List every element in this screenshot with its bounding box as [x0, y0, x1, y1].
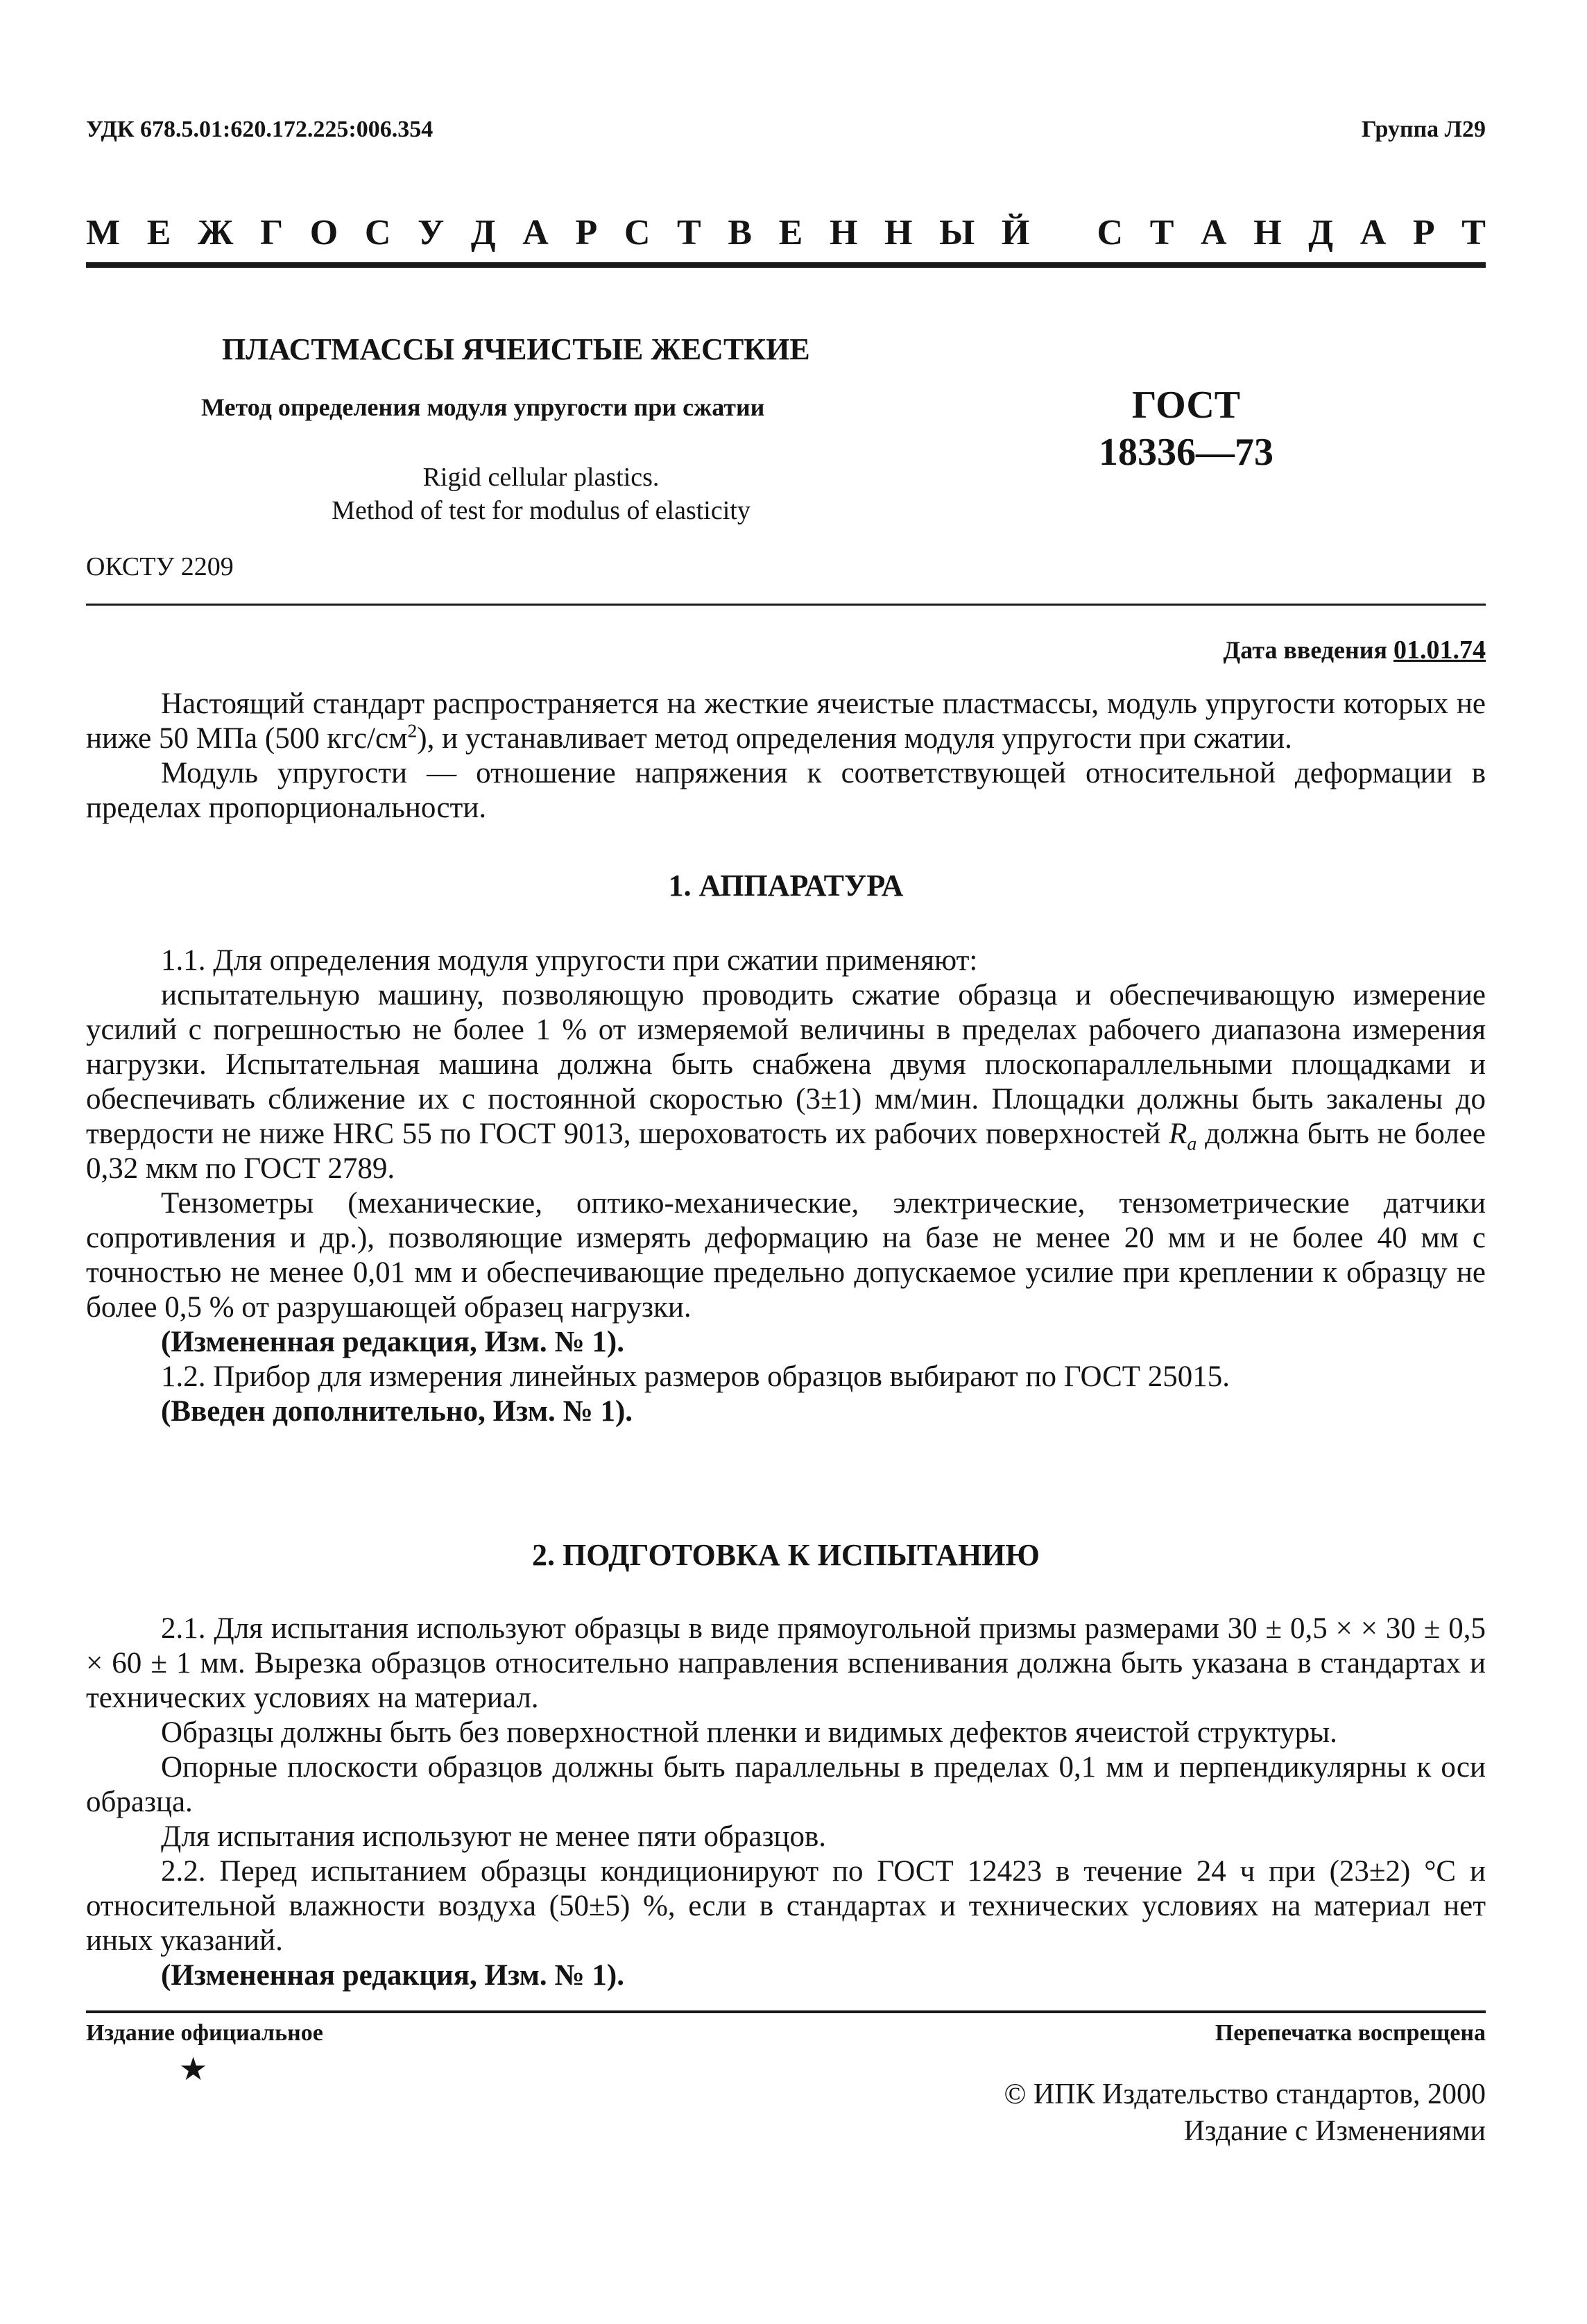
- english-title: [291, 461, 791, 527]
- reprint-prohibited: Перепечатка воспрещена: [1215, 2020, 1486, 2046]
- banner-letter: С: [364, 213, 391, 253]
- banner-letter: С: [624, 213, 651, 253]
- banner-rule: [86, 262, 1486, 268]
- intro-paragraph-1-text-a: Настоящий стандарт распространяется на жесткие ячеистые пластмассы, модуль упругости которых не ниже 50 МПа (500 кгс/см: [86, 687, 1486, 755]
- clause-1-1: 1.1. Для определения модуля упругости при сжатии применяют:: [161, 944, 978, 977]
- gost-designation: [1082, 382, 1290, 476]
- banner-letter: Н: [884, 213, 913, 253]
- superscript-2: 2: [407, 720, 418, 742]
- banner-letter: О: [309, 213, 338, 253]
- banner-letter: Т: [677, 213, 701, 253]
- banner-letter: Т: [1149, 213, 1174, 253]
- banner-letter: В: [728, 213, 753, 253]
- english-title-line-1: Rigid cellular plastics.: [422, 463, 660, 492]
- english-title-line-2: Method of test for modulus of elasticity: [332, 496, 750, 525]
- banner-letter: Р: [1412, 213, 1435, 253]
- gost-number: 18336—73: [1099, 431, 1273, 474]
- banner-letter: Н: [1253, 213, 1282, 253]
- clause-2-1-planes: Опорные плоскости образцов должны быть параллельны в пределах 0,1 мм и перпендикулярны к оси образца.: [86, 1751, 1486, 1818]
- amendment-note-3: (Измененная редакция, Изм. № 1).: [161, 1959, 624, 1992]
- udk-code: УДК 678.5.01:620.172.225:006.354: [86, 117, 434, 142]
- intro-paragraph-1-text-b: ), и устанавливает метод определения модуля упругости при сжатии.: [417, 722, 1292, 755]
- banner-letter: Ы: [939, 213, 975, 253]
- edition-note: Издание с Изменениями: [1183, 2115, 1486, 2147]
- banner-letter: Ж: [198, 213, 234, 253]
- okstu-code: ОКСТУ 2209: [86, 552, 234, 581]
- banner-letter: С: [1097, 213, 1124, 253]
- group-code: Группа Л29: [1362, 117, 1486, 142]
- official-edition: Издание официальное: [86, 2020, 323, 2046]
- introduction-date-value: 01.01.74: [1393, 635, 1486, 665]
- footer-rule: [86, 2010, 1486, 2013]
- banner-letter: А: [522, 213, 549, 253]
- banner-gap: [1056, 212, 1070, 253]
- banner-letter: Т: [1461, 213, 1486, 253]
- main-content: [86, 687, 1486, 1429]
- introduction-date: [1224, 635, 1486, 665]
- title-rule: [86, 604, 1486, 606]
- intro-paragraph-1: [86, 687, 1486, 756]
- clause-1-1-testing-machine: [86, 978, 1486, 1186]
- star-icon: ★: [179, 2051, 208, 2087]
- roughness-symbol: R: [1169, 1118, 1187, 1150]
- banner-letter: А: [1359, 213, 1387, 253]
- banner-letter: Й: [1001, 213, 1030, 253]
- section-1-heading: 1. АППАРАТУРА: [668, 869, 904, 903]
- intro-paragraph-2: Модуль упругости — отношение напряжения к соответствующей относительной деформации в пределах пропорциональности.: [86, 757, 1486, 824]
- amendment-note-2: (Введен дополнительно, Изм. № 1).: [161, 1395, 633, 1428]
- banner-letter: Г: [260, 213, 284, 253]
- clause-2-2: 2.2. Перед испытанием образцы кондиционируют по ГОСТ 12423 в течение 24 ч при (23±2) °С и относительной влажности воздуха (50±5) %, если в стандартах и технических условиях на материал нет иных указаний.: [86, 1855, 1486, 1957]
- banner-letter: У: [418, 213, 445, 253]
- banner-letter: Д: [1308, 213, 1334, 253]
- banner-letter: М: [86, 213, 121, 253]
- banner-letter: Е: [146, 213, 171, 253]
- section-2: [86, 1538, 1486, 1993]
- amendment-note-1: (Измененная редакция, Изм. № 1).: [161, 1326, 624, 1358]
- section-2-heading: 2. ПОДГОТОВКА К ИСПЫТАНИЮ: [532, 1538, 1040, 1572]
- gost-label: ГОСТ: [1131, 384, 1241, 427]
- banner-letter: Е: [778, 213, 803, 253]
- standard-banner: [86, 212, 1486, 253]
- document-title: ПЛАСТМАССЫ ЯЧЕИСТЫЕ ЖЕСТКИЕ: [222, 332, 810, 366]
- banner-letter: Д: [470, 213, 496, 253]
- banner-letter: Н: [829, 213, 858, 253]
- roughness-subscript: a: [1187, 1133, 1197, 1155]
- introduction-date-label: Дата введения: [1223, 636, 1387, 664]
- copyright: © ИПК Издательство стандартов, 2000: [1004, 2078, 1486, 2110]
- testing-machine-text-b: должна быть не более 0,32 мкм по ГОСТ 2789.: [86, 1118, 1486, 1185]
- clause-1-1-tensometers: Тензометры (механические, оптико-механические, электрические, тензометрические датчики сопротивления и др.), позволяющие измерять деформацию на базе не менее 20 мм и не более 40 мм с точностью не менее 0,01 мм и обеспечивающие предельно допускаемое усилие при креплении к образцу не более 0,5 % от разрушающей образец нагрузки.: [86, 1187, 1486, 1324]
- testing-machine-text-a: испытательную машину, позволяющую проводить сжатие образца и обеспечивающую измерение усилий с погрешностью не более 1 % от измеряемой величины в пределах рабочего диапазона измерения нагрузки. Испытательная машина должна быть снабжена двумя плоскопараллельными площадками и обеспечивать сближение их с постоянной скоростью (3±1) мм/мин. Площадки должны быть закалены до твердости не ниже HRC 55 по ГОСТ 9013, шероховатость их рабочих поверхностей: [86, 979, 1486, 1150]
- clause-2-1-surface: Образцы должны быть без поверхностной пленки и видимых дефектов ячеистой структуры.: [161, 1716, 1337, 1749]
- clause-1-2: 1.2. Прибор для измерения линейных размеров образцов выбирают по ГОСТ 25015.: [161, 1360, 1230, 1393]
- document-subtitle: Метод определения модуля упругости при сжатии: [201, 393, 765, 421]
- clause-2-1: 2.1. Для испытания используют образцы в виде прямоугольной призмы размерами 30 ± 0,5 × × 30 ± 0,5 × 60 ± 1 мм. Вырезка образцов относительно направления вспенивания должна быть указана в стандартах и технических условиях на материал.: [86, 1612, 1486, 1714]
- banner-letter: Р: [575, 213, 598, 253]
- clause-2-1-count: Для испытания используют не менее пяти образцов.: [161, 1820, 826, 1853]
- banner-letter: А: [1201, 213, 1227, 253]
